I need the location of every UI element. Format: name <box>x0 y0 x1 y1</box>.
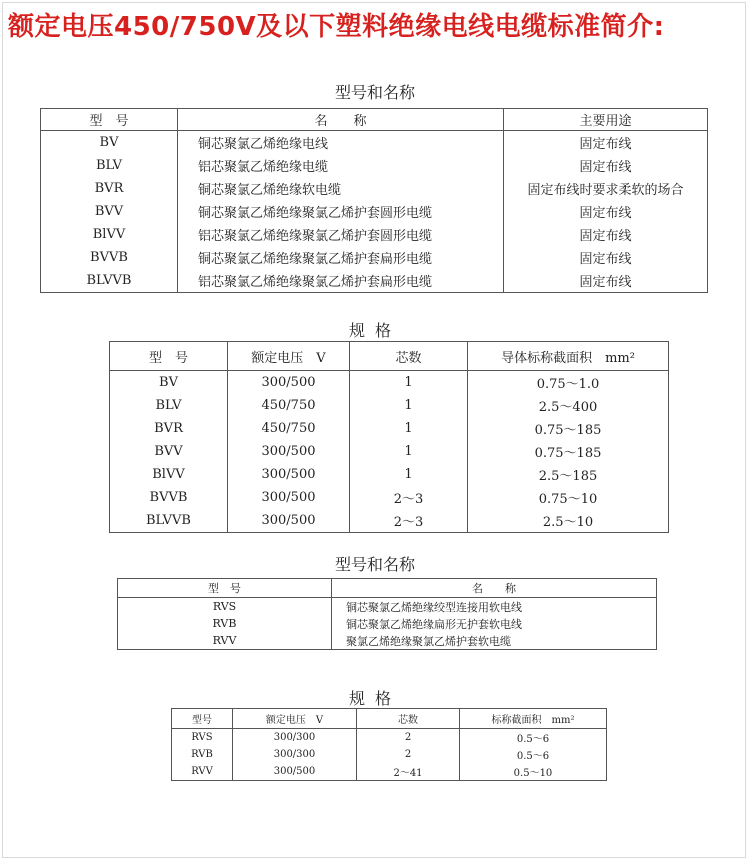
table-row <box>172 729 607 747</box>
cell-name: 铝芯聚氯乙烯绝缘电缆 <box>178 154 504 177</box>
cell-cores: 1 <box>350 440 468 463</box>
table-header-row <box>172 709 607 729</box>
table-row <box>41 200 708 223</box>
header-model: 型 号 <box>41 109 178 131</box>
cell-cross-section: 0.75～10 <box>468 486 669 509</box>
cell-rated-voltage: 300/500 <box>228 509 350 533</box>
cell-cores: 2 <box>357 729 460 747</box>
cell-model: BV <box>41 131 178 155</box>
table-row <box>41 154 708 177</box>
cell-cores: 2～41 <box>357 763 460 781</box>
cell-usage: 固定布线 <box>504 223 708 246</box>
cell-rated-voltage: 450/750 <box>228 417 350 440</box>
table-row <box>110 486 669 509</box>
cell-model: BLV <box>41 154 178 177</box>
table-row <box>110 394 669 417</box>
table-row <box>41 246 708 269</box>
cell-model: BVVB <box>110 486 228 509</box>
header-cross-section: 导体标称截面积 mm² <box>468 342 669 371</box>
cell-model: RVS <box>118 598 332 616</box>
cell-model: BVR <box>41 177 178 200</box>
table-row <box>118 615 657 632</box>
cell-model: BLV <box>110 394 228 417</box>
header-cores: 芯数 <box>350 342 468 371</box>
table-row <box>118 598 657 616</box>
cell-usage: 固定布线 <box>504 269 708 293</box>
cell-cross-section: 0.75～185 <box>468 417 669 440</box>
cell-model: BLVVB <box>110 509 228 533</box>
cell-model: BVV <box>41 200 178 223</box>
cell-name: 铝芯聚氯乙烯绝缘聚氯乙烯护套圆形电缆 <box>178 223 504 246</box>
cell-rated-voltage: 300/500 <box>228 371 350 395</box>
model-name-table <box>40 108 708 293</box>
cell-rated-voltage: 300/500 <box>233 763 357 781</box>
table-row <box>41 131 708 155</box>
cell-model: BVV <box>110 440 228 463</box>
header-model: 型 号 <box>118 579 332 598</box>
header-cross-section: 标称截面积 mm² <box>460 709 607 729</box>
cell-rated-voltage: 300/500 <box>228 486 350 509</box>
cell-rated-voltage: 300/500 <box>228 440 350 463</box>
table-header-row <box>41 109 708 131</box>
header-name: 名 称 <box>332 579 657 598</box>
cell-usage: 固定布线 <box>504 131 708 155</box>
flex-spec-caption: 规格 <box>348 689 401 708</box>
flex-spec-table <box>171 708 607 781</box>
table-row <box>41 223 708 246</box>
cell-model: RVB <box>118 615 332 632</box>
cell-name: 铜芯聚氯乙烯绝缘聚氯乙烯护套圆形电缆 <box>178 200 504 223</box>
table-row <box>110 417 669 440</box>
cell-cross-section: 0.75～185 <box>468 440 669 463</box>
cell-usage: 固定布线 <box>504 154 708 177</box>
table-header-row <box>118 579 657 598</box>
cell-name: 聚氯乙烯绝缘聚氯乙烯护套软电缆 <box>332 632 657 650</box>
cell-cores: 2 <box>357 746 460 763</box>
cell-rated-voltage: 300/500 <box>228 463 350 486</box>
cell-usage: 固定布线 <box>504 200 708 223</box>
table-row <box>41 177 708 200</box>
cell-model: BVR <box>110 417 228 440</box>
cell-cross-section: 0.5～6 <box>460 746 607 763</box>
cell-cross-section: 2.5～400 <box>468 394 669 417</box>
cell-cores: 1 <box>350 417 468 440</box>
cell-cores: 1 <box>350 394 468 417</box>
table-row <box>118 632 657 650</box>
spec-table <box>109 341 669 533</box>
cell-model: BLVVB <box>41 269 178 293</box>
page-title: 额定电压450/750V及以下塑料绝缘电线电缆标准简介: <box>8 12 665 42</box>
cell-model: RVV <box>172 763 233 781</box>
cell-cross-section: 0.5～6 <box>460 729 607 747</box>
flex-model-name-table <box>117 578 657 650</box>
cell-cores: 1 <box>350 463 468 486</box>
header-usage: 主要用途 <box>504 109 708 131</box>
cell-name: 铜芯聚氯乙烯绝缘绞型连接用软电线 <box>332 598 657 616</box>
cell-cores: 1 <box>350 371 468 395</box>
cell-name: 铜芯聚氯乙烯绝缘软电缆 <box>178 177 504 200</box>
cell-name: 铜芯聚氯乙烯绝缘电线 <box>178 131 504 155</box>
header-model: 型号 <box>172 709 233 729</box>
table-row <box>110 463 669 486</box>
flex-model-name-caption: 型号和名称 <box>334 555 415 574</box>
table-row <box>172 763 607 781</box>
table-row <box>110 509 669 533</box>
header-cores: 芯数 <box>357 709 460 729</box>
cell-cross-section: 0.75～1.0 <box>468 371 669 395</box>
cell-rated-voltage: 300/300 <box>233 729 357 747</box>
cell-usage: 固定布线 <box>504 246 708 269</box>
cell-model: BVVB <box>41 246 178 269</box>
model-name-caption: 型号和名称 <box>334 83 415 102</box>
cell-cross-section: 2.5～185 <box>468 463 669 486</box>
cell-rated-voltage: 300/300 <box>233 746 357 763</box>
cell-model: BlVV <box>41 223 178 246</box>
table-row <box>41 269 708 293</box>
header-rated-voltage: 额定电压 V <box>228 342 350 371</box>
cell-model: RVB <box>172 746 233 763</box>
header-name: 名 称 <box>178 109 504 131</box>
cell-model: RVV <box>118 632 332 650</box>
cell-cross-section: 0.5～10 <box>460 763 607 781</box>
table-row <box>110 440 669 463</box>
table-row <box>172 746 607 763</box>
spec-caption: 规格 <box>348 321 401 340</box>
table-header-row <box>110 342 669 371</box>
table-row <box>110 371 669 395</box>
cell-name: 铝芯聚氯乙烯绝缘聚氯乙烯护套扁形电缆 <box>178 269 504 293</box>
cell-cross-section: 2.5～10 <box>468 509 669 533</box>
header-rated-voltage: 额定电压 V <box>233 709 357 729</box>
cell-name: 铜芯聚氯乙烯绝缘扁形无护套软电线 <box>332 615 657 632</box>
cell-usage: 固定布线时要求柔软的场合 <box>504 177 708 200</box>
cell-model: BlVV <box>110 463 228 486</box>
cell-name: 铜芯聚氯乙烯绝缘聚氯乙烯护套扁形电缆 <box>178 246 504 269</box>
cell-cores: 2～3 <box>350 509 468 533</box>
cell-cores: 2～3 <box>350 486 468 509</box>
cell-rated-voltage: 450/750 <box>228 394 350 417</box>
header-model: 型 号 <box>110 342 228 371</box>
cell-model: BV <box>110 371 228 395</box>
cell-model: RVS <box>172 729 233 747</box>
